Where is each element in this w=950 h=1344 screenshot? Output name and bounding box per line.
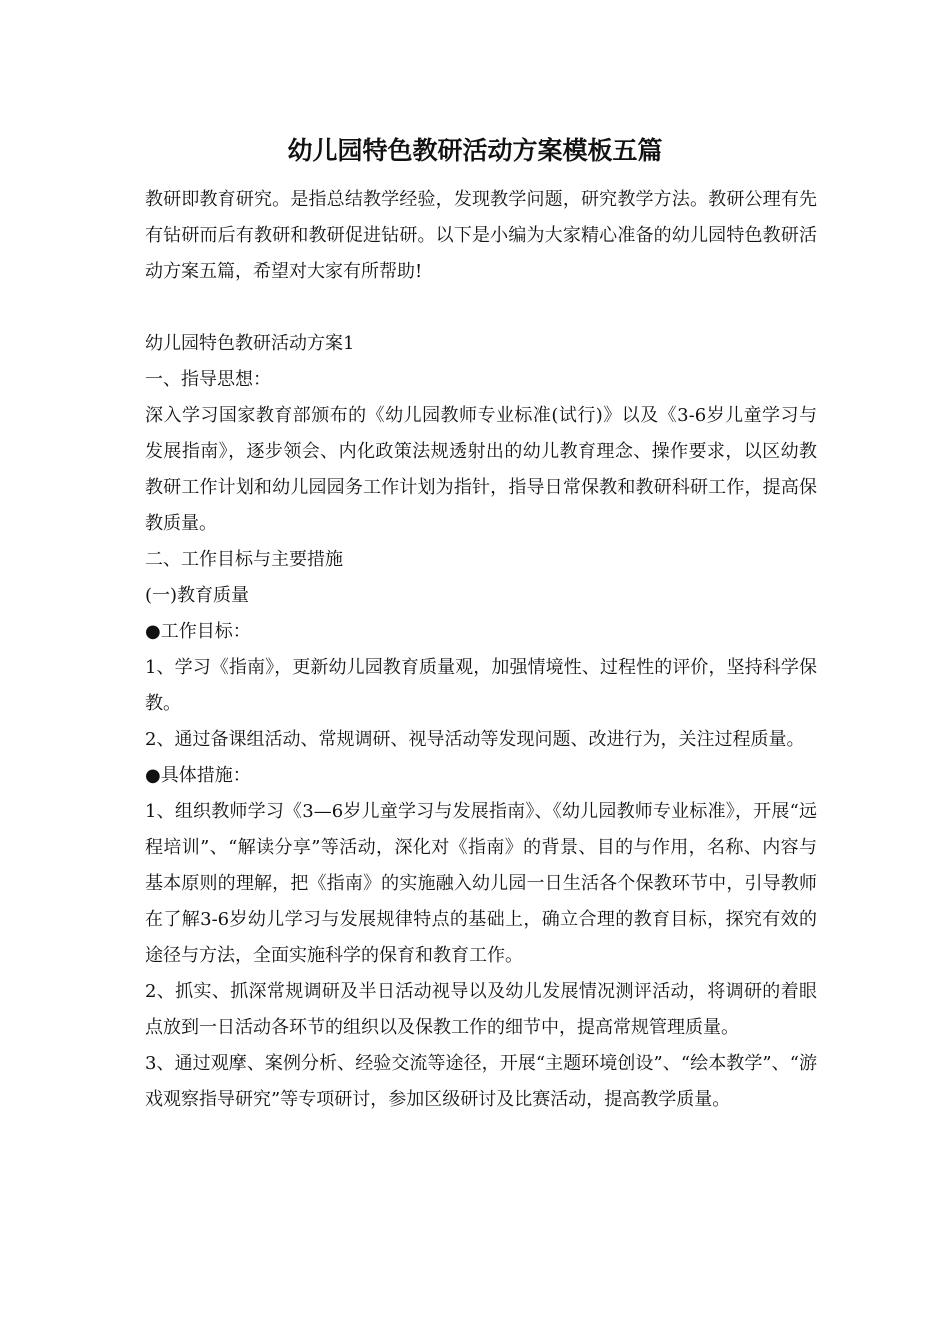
document-body [145, 182, 817, 1118]
paragraph-spacer [145, 290, 817, 326]
measure-item-2: 2、抓实、抓深常规调研及半日活动视导以及幼儿发展情况测评活动，将调研的着眼点放到一日活动各环节的组织以及保教工作的细节中，提高常规管理质量。 [145, 981, 817, 1038]
goal-item-1: 1、学习《指南》，更新幼儿园教育质量观，加强情境性、过程性的评价，坚持科学保教。 [145, 657, 817, 714]
heading-guiding-ideology: 一、指导思想： [145, 369, 271, 390]
heading-goals-measures: 二、工作目标与主要措施 [145, 549, 343, 570]
intro-paragraph: 教研即教育研究。是指总结教学经验，发现教学问题，研究教学方法。教研公理有先有钻研而后有教研和教研促进钻研。以下是小编为大家精心准备的幼儿园特色教研活动方案五篇，希望对大家有所帮助! [145, 189, 817, 282]
bullet-specific-measures: ●具体措施： [145, 765, 251, 786]
measure-item-1: 1、组织教师学习《3—6岁儿童学习与发展指南》、《幼儿园教师专业标准》，开展“远程培训”、“解读分享”等活动，深化对《指南》的背景、目的与作用，名称、内容与基本原则的理解，把《指南》的实施融入幼儿园一日生活各个保教环节中，引导教师在了解3-6岁幼儿学习与发展规律特点的基础上，确立合理的教育目标，探究有效的途径与方法，全面实施科学的保育和教育工作。 [145, 801, 817, 966]
section-heading: 幼儿园特色教研活动方案1 [145, 333, 355, 354]
measure-item-3: 3、通过观摩、案例分析、经验交流等途径，开展“主题环境创设”、“绘本教学”、“游戏观察指导研究”等专项研讨，参加区级研讨及比赛活动，提高教学质量。 [145, 1053, 817, 1110]
paragraph-guiding-ideology: 深入学习国家教育部颁布的《幼儿园教师专业标准(试行)》以及《3-6岁儿童学习与发展指南》，逐步领会、内化政策法规透射出的幼儿教育理念、操作要求，以区幼教教研工作计划和幼儿园园务工作计划为指针，指导日常保教和教研科研工作，提高保教质量。 [145, 405, 817, 534]
document-title: 幼儿园特色教研活动方案模板五篇 [287, 136, 663, 165]
bullet-work-goals: ●工作目标： [145, 621, 251, 642]
goal-item-2: 2、通过备课组活动、常规调研、视导活动等发现问题、改进行为，关注过程质量。 [145, 729, 805, 750]
heading-education-quality: (一)教育质量 [145, 585, 250, 606]
